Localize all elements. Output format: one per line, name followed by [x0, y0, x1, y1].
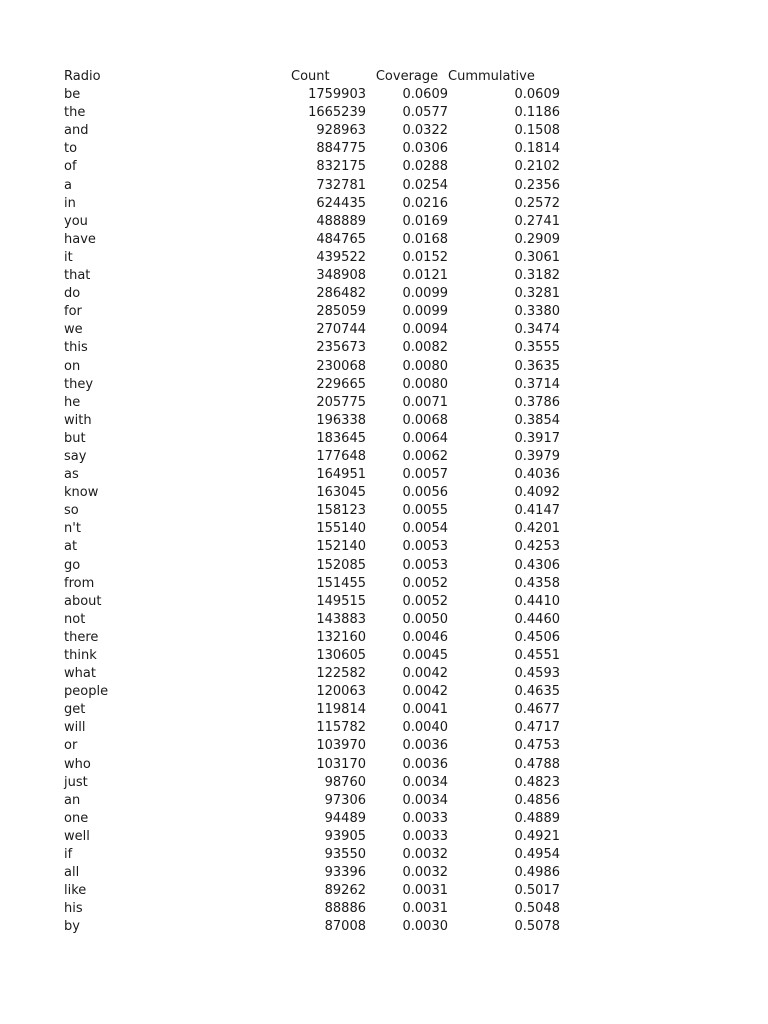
cell-cumulative: 0.4823 — [514, 774, 560, 790]
table-row — [64, 358, 560, 376]
header-cumulative: Cummulative — [448, 69, 535, 84]
table-row — [64, 177, 560, 195]
cell-cumulative: 0.4856 — [514, 792, 560, 808]
cell-coverage: 0.0030 — [402, 919, 448, 935]
table-row — [64, 394, 560, 412]
cell-count: 270744 — [316, 322, 366, 338]
cell-word: well — [64, 828, 90, 844]
cell-coverage: 0.0040 — [402, 720, 448, 736]
cell-coverage: 0.0046 — [402, 629, 448, 645]
cell-coverage: 0.0042 — [402, 666, 448, 682]
cell-coverage: 0.0036 — [402, 756, 448, 772]
table-row — [64, 502, 560, 520]
table-row — [64, 665, 560, 683]
table-row — [64, 918, 560, 936]
cell-cumulative: 0.3474 — [514, 322, 560, 338]
cell-coverage: 0.0216 — [402, 195, 448, 211]
cell-coverage: 0.0032 — [402, 847, 448, 863]
cell-cumulative: 0.1508 — [514, 123, 560, 139]
cell-cumulative: 0.4201 — [514, 521, 560, 537]
cell-word: like — [64, 883, 87, 899]
cell-coverage: 0.0050 — [402, 611, 448, 627]
cell-word: we — [64, 322, 83, 338]
cell-word: or — [64, 738, 78, 754]
cell-word: that — [64, 268, 91, 284]
cell-coverage: 0.0288 — [402, 159, 448, 175]
cell-cumulative: 0.4986 — [514, 865, 560, 881]
cell-count: 152085 — [316, 557, 366, 573]
cell-coverage: 0.0062 — [402, 448, 448, 464]
cell-coverage: 0.0036 — [402, 738, 448, 754]
cell-word: have — [64, 231, 96, 247]
cell-cumulative: 0.4147 — [514, 503, 560, 519]
table-row — [64, 792, 560, 810]
cell-cumulative: 0.1186 — [514, 105, 560, 121]
cell-cumulative: 0.4551 — [514, 648, 560, 663]
cell-cumulative: 0.4593 — [514, 666, 560, 682]
cell-word: it — [64, 249, 73, 265]
cell-cumulative: 0.5078 — [514, 919, 560, 935]
cell-word: so — [64, 503, 79, 519]
table-row — [64, 828, 560, 846]
cell-word: at — [64, 539, 78, 555]
cell-word: just — [64, 774, 88, 790]
cell-word: but — [64, 430, 86, 446]
cell-coverage: 0.0121 — [402, 268, 448, 284]
table-header — [64, 68, 560, 86]
table-row — [64, 466, 560, 484]
cell-word: not — [64, 611, 86, 627]
cell-cumulative: 0.4092 — [514, 485, 560, 501]
cell-cumulative: 0.4753 — [514, 738, 560, 754]
cell-cumulative: 0.5048 — [514, 901, 560, 917]
table-row — [64, 412, 560, 430]
cell-count: 97306 — [324, 792, 366, 808]
cell-count: 439522 — [316, 249, 366, 265]
table-row — [64, 321, 560, 339]
cell-count: 103970 — [316, 738, 366, 754]
cell-count: 884775 — [316, 141, 366, 157]
cell-cumulative: 0.3281 — [514, 286, 560, 302]
cell-word: as — [64, 467, 79, 483]
table-row — [64, 882, 560, 900]
cell-word: by — [64, 919, 80, 935]
cell-count: 120063 — [316, 684, 366, 700]
table-row — [64, 249, 560, 267]
cell-cumulative: 0.4306 — [514, 557, 560, 573]
table-row — [64, 719, 560, 737]
cell-count: 151455 — [316, 575, 366, 591]
cell-coverage: 0.0169 — [402, 213, 448, 229]
cell-coverage: 0.0045 — [402, 648, 448, 663]
cell-cumulative: 0.4788 — [514, 756, 560, 772]
cell-word: a — [64, 177, 72, 193]
table-row — [64, 448, 560, 466]
table-row — [64, 122, 560, 140]
cell-cumulative: 0.4036 — [514, 467, 560, 483]
table-row — [64, 774, 560, 792]
table-row — [64, 611, 560, 629]
table-row — [64, 158, 560, 176]
header-count: Count — [291, 69, 330, 84]
table-row — [64, 575, 560, 593]
cell-word: about — [64, 593, 102, 609]
header-row — [64, 68, 560, 86]
cell-coverage: 0.0071 — [402, 394, 448, 410]
cell-word: know — [64, 485, 99, 501]
cell-cumulative: 0.2741 — [514, 213, 560, 229]
cell-word: all — [64, 865, 80, 881]
table-row — [64, 701, 560, 719]
cell-cumulative: 0.3555 — [514, 340, 560, 356]
cell-cumulative: 0.1814 — [514, 141, 560, 157]
cell-word: on — [64, 358, 81, 374]
cell-count: 177648 — [316, 448, 366, 464]
table-row — [64, 104, 560, 122]
cell-coverage: 0.0034 — [402, 792, 448, 808]
cell-count: 132160 — [316, 629, 366, 645]
table-row — [64, 683, 560, 701]
cell-cumulative: 0.4506 — [514, 629, 560, 645]
cell-word: n't — [64, 521, 81, 537]
cell-coverage: 0.0056 — [402, 485, 448, 501]
cell-count: 87008 — [324, 919, 366, 935]
table-row — [64, 231, 560, 249]
table-row — [64, 484, 560, 502]
table-row — [64, 629, 560, 647]
cell-word: for — [64, 304, 82, 320]
cell-count: 94489 — [324, 810, 366, 826]
cell-coverage: 0.0057 — [402, 467, 448, 483]
cell-coverage: 0.0094 — [402, 322, 448, 338]
cell-word: say — [64, 448, 87, 464]
cell-count: 229665 — [316, 376, 366, 392]
cell-word: will — [64, 720, 86, 736]
cell-count: 158123 — [316, 503, 366, 519]
cell-word: he — [64, 394, 81, 410]
cell-cumulative: 0.3635 — [514, 358, 560, 374]
cell-coverage: 0.0042 — [402, 684, 448, 700]
cell-count: 93905 — [324, 828, 366, 844]
cell-coverage: 0.0033 — [402, 810, 448, 826]
table-row — [64, 140, 560, 158]
table-row — [64, 647, 560, 665]
cell-count: 183645 — [316, 430, 366, 446]
cell-word: an — [64, 792, 81, 808]
cell-cumulative: 0.4921 — [514, 828, 560, 844]
table-row — [64, 557, 560, 575]
cell-coverage: 0.0064 — [402, 430, 448, 446]
table-row — [64, 864, 560, 882]
cell-word: one — [64, 810, 89, 826]
cell-cumulative: 0.0609 — [514, 87, 560, 103]
cell-count: 286482 — [316, 286, 366, 302]
cell-cumulative: 0.2102 — [514, 159, 560, 175]
cell-cumulative: 0.4889 — [514, 810, 560, 826]
cell-cumulative: 0.5017 — [514, 883, 560, 899]
cell-count: 348908 — [316, 268, 366, 284]
cell-coverage: 0.0099 — [402, 286, 448, 302]
cell-coverage: 0.0033 — [402, 828, 448, 844]
cell-coverage: 0.0068 — [402, 412, 448, 428]
cell-coverage: 0.0053 — [402, 539, 448, 555]
cell-count: 115782 — [316, 720, 366, 736]
cell-coverage: 0.0052 — [402, 575, 448, 591]
cell-word: and — [64, 123, 89, 139]
cell-count: 164951 — [316, 467, 366, 483]
cell-count: 143883 — [316, 611, 366, 627]
cell-coverage: 0.0168 — [402, 231, 448, 247]
cell-word: be — [64, 87, 81, 103]
cell-word: his — [64, 901, 83, 917]
cell-count: 93550 — [324, 847, 366, 863]
cell-word: people — [64, 684, 109, 700]
cell-coverage: 0.0080 — [402, 358, 448, 374]
table-row — [64, 520, 560, 538]
cell-word: what — [64, 666, 96, 682]
cell-count: 103170 — [316, 756, 366, 772]
cell-cumulative: 0.3380 — [514, 304, 560, 320]
cell-coverage: 0.0099 — [402, 304, 448, 320]
table-row — [64, 303, 560, 321]
cell-word: think — [64, 648, 97, 663]
cell-count: 928963 — [316, 123, 366, 139]
word-frequency-table — [64, 68, 560, 937]
cell-count: 88886 — [324, 901, 366, 917]
table-row — [64, 339, 560, 357]
cell-cumulative: 0.4717 — [514, 720, 560, 736]
cell-count: 98760 — [324, 774, 366, 790]
cell-count: 832175 — [316, 159, 366, 175]
table-body — [64, 86, 560, 936]
cell-word: who — [64, 756, 91, 772]
cell-count: 230068 — [316, 358, 366, 374]
cell-word: this — [64, 340, 88, 356]
table-row — [64, 538, 560, 556]
cell-word: do — [64, 286, 81, 302]
table-row — [64, 267, 560, 285]
cell-count: 130605 — [316, 648, 366, 663]
cell-word: of — [64, 159, 77, 175]
cell-cumulative: 0.2909 — [514, 231, 560, 247]
cell-cumulative: 0.4358 — [514, 575, 560, 591]
cell-word: to — [64, 141, 78, 157]
cell-coverage: 0.0306 — [402, 141, 448, 157]
cell-word: you — [64, 213, 88, 229]
cell-coverage: 0.0082 — [402, 340, 448, 356]
cell-count: 285059 — [316, 304, 366, 320]
table-row — [64, 737, 560, 755]
cell-word: get — [64, 702, 86, 718]
table-row — [64, 810, 560, 828]
cell-count: 235673 — [316, 340, 366, 356]
cell-cumulative: 0.3917 — [514, 430, 560, 446]
cell-cumulative: 0.4253 — [514, 539, 560, 555]
cell-cumulative: 0.4677 — [514, 702, 560, 718]
cell-coverage: 0.0054 — [402, 521, 448, 537]
cell-coverage: 0.0053 — [402, 557, 448, 573]
cell-count: 205775 — [316, 394, 366, 410]
cell-cumulative: 0.4635 — [514, 684, 560, 700]
cell-cumulative: 0.3714 — [514, 376, 560, 392]
cell-cumulative: 0.3854 — [514, 412, 560, 428]
cell-count: 624435 — [316, 195, 366, 211]
cell-count: 89262 — [324, 883, 366, 899]
cell-count: 122582 — [316, 666, 366, 682]
cell-coverage: 0.0034 — [402, 774, 448, 790]
cell-word: there — [64, 629, 99, 645]
cell-word: if — [64, 847, 73, 863]
cell-coverage: 0.0080 — [402, 376, 448, 392]
cell-count: 163045 — [316, 485, 366, 501]
cell-cumulative: 0.4954 — [514, 847, 560, 863]
cell-cumulative: 0.3979 — [514, 448, 560, 464]
cell-coverage: 0.0052 — [402, 593, 448, 609]
cell-coverage: 0.0322 — [402, 123, 448, 139]
cell-word: go — [64, 557, 81, 573]
table-row — [64, 195, 560, 213]
cell-count: 155140 — [316, 521, 366, 537]
cell-cumulative: 0.4460 — [514, 611, 560, 627]
cell-coverage: 0.0609 — [402, 87, 448, 103]
cell-word: the — [64, 105, 86, 121]
table-row — [64, 86, 560, 104]
cell-count: 1759903 — [308, 87, 366, 103]
header-word: Radio — [64, 69, 101, 84]
table-row — [64, 430, 560, 448]
cell-word: in — [64, 195, 76, 211]
cell-coverage: 0.0031 — [402, 901, 448, 917]
cell-cumulative: 0.2572 — [514, 195, 560, 211]
cell-count: 196338 — [316, 412, 366, 428]
cell-count: 484765 — [316, 231, 366, 247]
table-row — [64, 285, 560, 303]
table-row — [64, 756, 560, 774]
cell-count: 152140 — [316, 539, 366, 555]
cell-word: with — [64, 412, 92, 428]
cell-coverage: 0.0152 — [402, 249, 448, 265]
cell-count: 93396 — [324, 865, 366, 881]
table-row — [64, 593, 560, 611]
table-row — [64, 846, 560, 864]
cell-coverage: 0.0032 — [402, 865, 448, 881]
cell-cumulative: 0.2356 — [514, 177, 560, 193]
cell-cumulative: 0.3061 — [514, 249, 560, 265]
cell-coverage: 0.0254 — [402, 177, 448, 193]
cell-count: 488889 — [316, 213, 366, 229]
cell-word: from — [64, 575, 95, 591]
cell-cumulative: 0.4410 — [514, 593, 560, 609]
cell-word: they — [64, 376, 94, 392]
cell-count: 149515 — [316, 593, 366, 609]
table-row — [64, 900, 560, 918]
cell-coverage: 0.0055 — [402, 503, 448, 519]
table-row — [64, 213, 560, 231]
header-coverage: Coverage — [375, 69, 439, 84]
cell-cumulative: 0.3786 — [514, 394, 560, 410]
cell-count: 119814 — [316, 702, 366, 718]
cell-count: 1665239 — [308, 105, 366, 121]
table-row — [64, 376, 560, 394]
cell-count: 732781 — [316, 177, 366, 193]
cell-coverage: 0.0041 — [402, 702, 448, 718]
cell-cumulative: 0.3182 — [514, 268, 560, 284]
cell-coverage: 0.0031 — [402, 883, 448, 899]
cell-coverage: 0.0577 — [402, 105, 448, 121]
